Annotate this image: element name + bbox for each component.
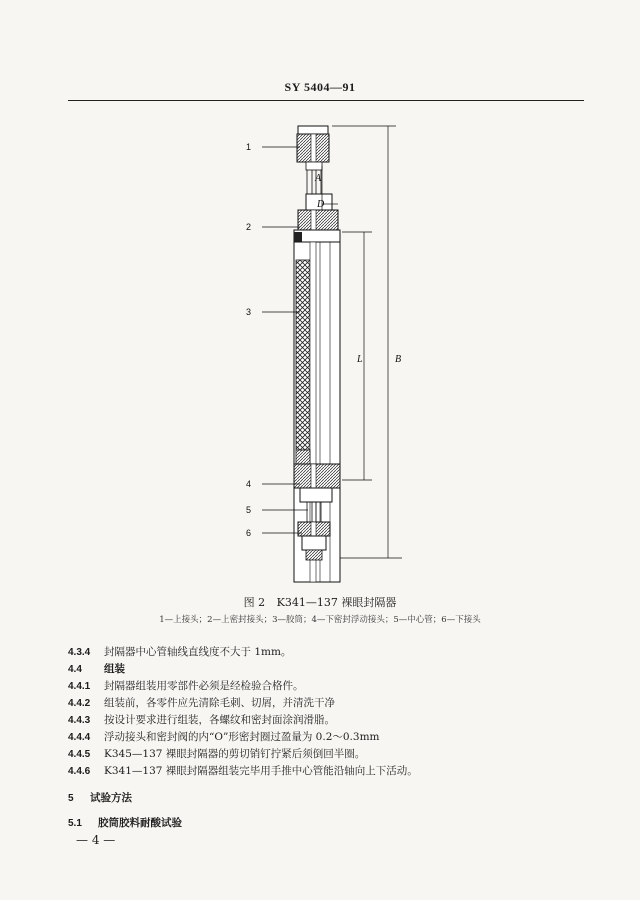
section-title: 胶筒胶料耐酸试验 bbox=[98, 817, 182, 829]
part-label-3: 3 bbox=[246, 307, 252, 317]
section-number: 5.1 bbox=[68, 818, 82, 829]
figure-legend: 1—上接头；2—上密封接头；3—胶筒；4—下密封浮动接头；5—中心管；6—下接头 bbox=[159, 615, 481, 625]
clause-text: 组装 bbox=[104, 663, 125, 675]
clause-4-4 bbox=[68, 661, 588, 678]
clause-text: K345—137 裸眼封隔器的剪切销钉拧紧后须倒回半圈。 bbox=[104, 748, 366, 760]
clause-number: 4.4.4 bbox=[68, 732, 91, 743]
page-number: — 4 — bbox=[76, 833, 116, 847]
clause-number: 4.4.5 bbox=[68, 749, 91, 760]
clause-4-4-5 bbox=[68, 746, 588, 763]
clause-number: 4.4.6 bbox=[68, 766, 91, 777]
section-5-heading bbox=[68, 790, 132, 805]
clause-4-4-1 bbox=[68, 678, 588, 695]
page-header: SY 5404—91 bbox=[284, 80, 356, 94]
clause-text: 组装前，各零件应先清除毛刺、切屑，并清洗干净 bbox=[104, 697, 335, 709]
figure-caption-title: K341—137 裸眼封隔器 bbox=[276, 596, 397, 609]
clause-list bbox=[68, 644, 588, 780]
clause-number: 4.3.4 bbox=[68, 647, 91, 658]
clause-number: 4.4 bbox=[68, 664, 82, 675]
clause-4-4-2 bbox=[68, 695, 588, 712]
section-5-1-heading bbox=[68, 815, 182, 830]
clause-4-4-4 bbox=[68, 729, 588, 746]
clause-text: 浮动接头和密封阀的内“O”形密封圈过盈量为 0.2～0.3mm bbox=[104, 731, 380, 743]
clause-4-4-6 bbox=[68, 763, 588, 780]
part-number-labels bbox=[246, 142, 251, 538]
clause-4-3-4 bbox=[68, 644, 588, 661]
section-number: 5 bbox=[68, 793, 74, 804]
section-title: 试验方法 bbox=[90, 792, 132, 804]
dimension-label-d: D bbox=[317, 199, 325, 210]
dimension-label-b: B bbox=[395, 354, 402, 365]
dimension-label-a: A bbox=[315, 173, 322, 184]
clause-4-4-3 bbox=[68, 712, 588, 729]
packer-diagram bbox=[0, 110, 640, 590]
clause-text: 按设计要求进行组装，各螺纹和密封面涂润滑脂。 bbox=[104, 714, 335, 726]
header-rule bbox=[68, 100, 584, 101]
part-label-5: 5 bbox=[246, 505, 252, 515]
part-label-1: 1 bbox=[246, 142, 252, 152]
clause-number: 4.4.1 bbox=[68, 681, 91, 692]
part-label-6: 6 bbox=[246, 528, 252, 538]
part-label-4: 4 bbox=[246, 479, 252, 489]
figure-caption-number: 图 2 bbox=[243, 596, 266, 609]
top-sub-part bbox=[297, 126, 329, 170]
clause-text: K341—137 裸眼封隔器组装完毕用手推中心管能沿轴向上下活动。 bbox=[104, 765, 418, 777]
clause-number: 4.4.2 bbox=[68, 698, 91, 709]
clause-text: 封隔器组装用零部件必须是经检验合格件。 bbox=[104, 680, 304, 692]
part-label-2: 2 bbox=[246, 222, 252, 232]
clause-text: 封隔器中心管轴线直线度不大于 1mm。 bbox=[104, 646, 292, 658]
figure-caption bbox=[0, 594, 640, 610]
dimension-label-l: L bbox=[357, 354, 363, 365]
clause-number: 4.4.3 bbox=[68, 715, 91, 726]
